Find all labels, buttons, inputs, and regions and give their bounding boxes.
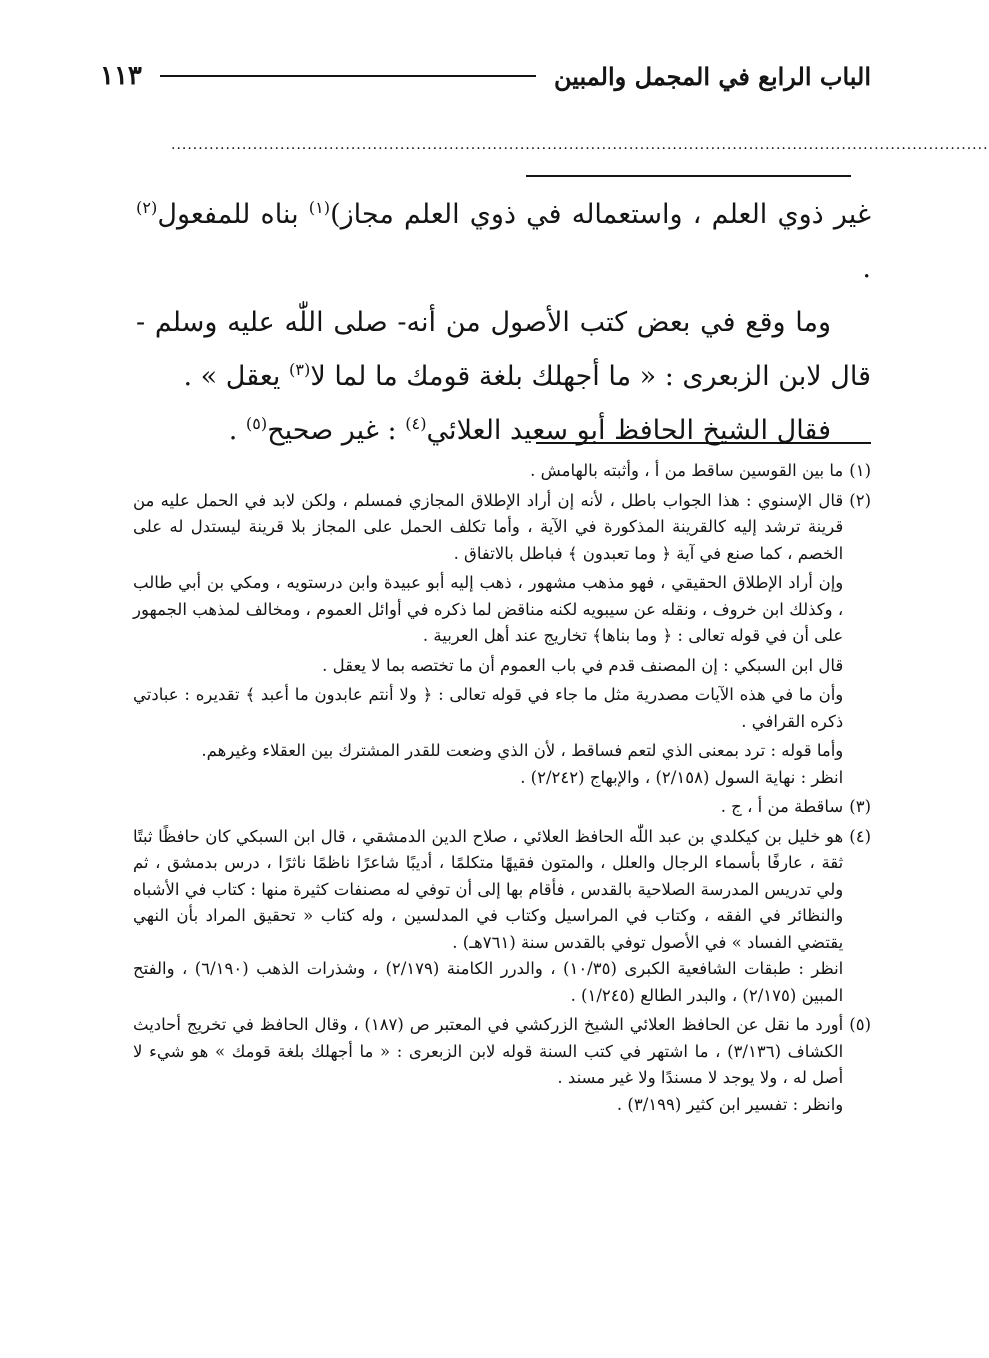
paragraph-3: فقال الشيخ الحافظ أبو سعيد العلائي$^{(٤)}$ : غير صحيح$^{(٥)}$ .: [228, 414, 831, 446]
footnote-number: (٤): [849, 826, 871, 846]
paragraph-1: غير ذوي العلم ، واستعماله في ذوي العلم مجاز)$^{(١)}$ بناه للمفعول$^{(٢)}$ .: [136, 198, 871, 284]
footnote-number: (٢): [849, 490, 871, 510]
footnote-5: (٥) أورد ما نقل عن الحافظ العلائي الشيخ الزركشي في المعتبر ص (١٨٧) ، وقال الحافظ في تخريج أحاديث الكشاف (٣/١٣٦) ، ما اشتهر في كتب السنة قوله لابن الزبعرى : « ما أجهلك بلغة قومك » هو شيء لا أصل له ، ولا يوجد لا مسندًا ولا غير مسند . وانظر : تفسير ابن كثير (٣/١٩٩) .: [133, 1012, 871, 1118]
header-rule: [160, 75, 536, 77]
footnote-number: (٣): [849, 797, 871, 816]
top-rule: [526, 175, 851, 177]
footnote-rule: [536, 442, 871, 444]
footnotes: [133, 458, 871, 1121]
footnote-ref: (٥): [245, 414, 268, 433]
footnote-2: (٢) قال الإسنوي : هذا الجواب باطل ، لأنه إن أراد الإطلاق المجازي فمسلم ، ولكن لابد في الحمل عليه من قرينة ترشد إليه كالقرينة المذكورة في الآية ، وأما تكلف الحمل على المجاز بلا قرينة ليستدل له على الخصم ، كما صنع في آية ﴿ وما تعبدون ﴾ فباطل بالاتفاق . وإن أراد الإطلاق الحقيقي ، فهو مذهب مشهور ، ذهب إليه أبو عبيدة وابن درستويه ، ومكي بن أبي طالب ، وكذلك ابن خروف ، ونقله عن سيبويه لكنه مناقض لما ذكره في أوائل العموم ، ومخالف لمذهب الجمهور على أن في قوله تعالى : ﴿ وما بناها﴾ تخاريج عند أهل العربية . قال ابن السبكي : إن المصنف قدم في باب العموم أن ما تختصه بما لا يعقل . وأن ما في هذه الآيات مصدرية مثل ما جاء في قوله تعالى : ﴿ ولا أنتم عابدون ما أعبد ﴾ تقديره : عبادتي ذكره القرافي . وأما قوله : ترد بمعنى الذي لتعم فساقط ، لأن الذي وضعت للقدر المشترك بين العقلاء وغيرهم. انظر : نهاية السول (٢/١٥٨) ، والإبهاج (٢/٢٤٢) .: [133, 488, 871, 792]
chapter-title: الباب الرابع في المجمل والمبين: [554, 61, 871, 91]
footnote-4: (٤) هو خليل بن كيكلدي بن عبد اللّٰه الحافظ العلائي ، صلاح الدين الدمشقي ، قال ابن السبكي كان حافظًا ثبتًا ثقة ، عارفًا بأسماء الرجال والعلل ، والمتون فقيهًا متكلمًا ، أديبًا شاعرًا ناظمًا ناثرًا ، درس بدمشق ، ثم ولي تدريس المدرسة الصلاحية بالقدس ، فأقام بها إلى أن توفي له مصنفات كثيرة منها : كتاب في الأشباه والنظائر في الفقه ، وكتاب في المراسيل وكتاب في المدلسين ، وله كتاب « تحقيق المراد بأن النهي يقتضي الفساد » في الأصول توفي بالقدس سنة (٧٦١هـ) . انظر : طبقات الشافعية الكبرى (١٠/٣٥) ، والدرر الكامنة (٢/١٧٩) ، وشذرات الذهب (٦/١٩٠) ، والفتح المبين (٢/١٧٥) ، والبدر الطالع (١/٢٤٥) .: [133, 824, 871, 1010]
footnote-number: (١): [849, 461, 871, 480]
main-text: [136, 188, 871, 458]
running-header: [100, 60, 871, 92]
footnote-1: (١) ما بين القوسين ساقط من أ ، وأثبته بالهامش .: [133, 458, 871, 485]
footnote-ref: (٢): [136, 198, 158, 217]
paragraph-2: وما وقع في بعض كتب الأصول من أنه- صلى اللّٰه عليه وسلم - قال لابن الزبعرى : « ما أجهلك بلغة قومك ما لما لا$^{(٣)}$ يعقل » .: [136, 307, 871, 392]
footnote-ref: (٣): [289, 360, 311, 379]
ellipsis-separator: ......................................................................................................................................................: [171, 137, 989, 153]
footnote-ref: (٤): [405, 414, 427, 433]
footnote-number: (٥): [849, 1015, 871, 1034]
page-number: ١١٣: [100, 61, 142, 91]
footnote-ref: (١): [308, 198, 331, 217]
footnote-3: (٣) ساقطة من أ ، ج .: [133, 794, 871, 821]
